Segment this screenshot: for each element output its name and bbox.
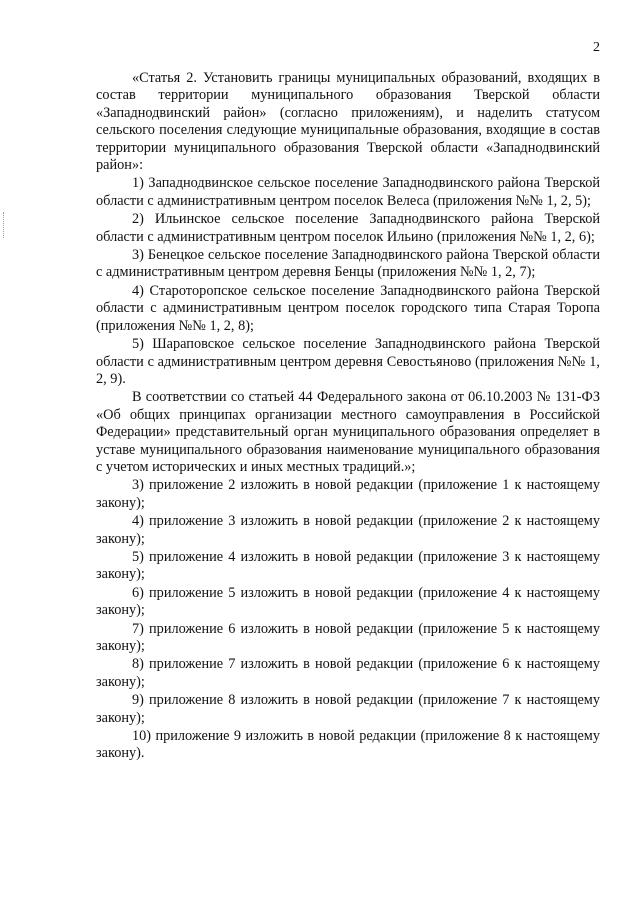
paragraph-amendment-7: 7) приложение 6 изложить в новой редакции (приложение 5 к настоящему закону); [96,620,600,654]
paragraph-federal-law: В соответствии со статьей 44 Федерального закона от 06.10.2003 № 131-ФЗ «Об общих принципах организации местного самоуправления в Российской Федерации» представительный орган муниципального образования определяет в уставе муниципального образования наименование муниципального образования с учетом исторических и иных местных традиций.»; [96,389,600,475]
paragraph-article-2: «Статья 2. Установить границы муниципальных образований, входящих в состав территории муниципального образования Тверской области «Западнодвинский район» (согласно приложениям), и наделить статусом сельского поселения следующие муниципальные образования, входящие в состав территории муниципального образования Тверской области «Западнодвинский район»: [96,70,600,174]
paragraph-item-2: 2) Ильинское сельское поселение Западнодвинского района Тверской области с административным центром поселок Ильино (приложения №№ 1, 2, 6); [96,211,600,245]
paragraph-item-4: 4) Старотoропское сельское поселение Западнодвинского района Тверской области с административным центром поселок городского типа Старая Торопа (приложения №№ 1, 2, 8); [96,282,600,334]
paragraph-amendment-6: 6) приложение 5 изложить в новой редакции (приложение 4 к настоящему закону); [96,584,600,619]
paragraph-amendment-4: 4) приложение 3 изложить в новой редакции (приложение 2 к настоящему закону); [96,513,600,547]
paragraph-amendment-8: 8) приложение 7 изложить в новой редакции (приложение 6 к настоящему закону); [96,656,600,690]
paragraph-amendment-9: 9) приложение 8 изложить в новой редакции (приложение 7 к настоящему закону); [96,692,600,726]
paragraph-item-3: 3) Бенецкое сельское поселение Западнодвинского района Тверской области с административным центром деревня Бенцы (приложения №№ 1, 2, 7); [96,247,600,281]
paragraph-item-5: 5) Шараповское сельское поселение Западнодвинского района Тверской области с административным центром деревня Севостьяново (приложения №№ 1, 2, 9). [96,336,600,387]
document-body [96,70,600,763]
paragraph-item-1: 1) Западнодвинское сельское поселение Западнодвинского района Тверской области с административным центром поселок Велеса (приложения №№ 1, 2, 5); [96,175,600,209]
paragraph-amendment-5: 5) приложение 4 изложить в новой редакции (приложение 3 к настоящему закону); [96,548,600,583]
paragraph-amendment-3: 3) приложение 2 изложить в новой редакции (приложение 1 к настоящему закону); [96,477,600,511]
paragraph-amendment-10: 10) приложение 9 изложить в новой редакции (приложение 8 к настоящему закону). [96,728,600,762]
page-number: 2 [593,40,600,55]
margin-mark [3,212,6,238]
